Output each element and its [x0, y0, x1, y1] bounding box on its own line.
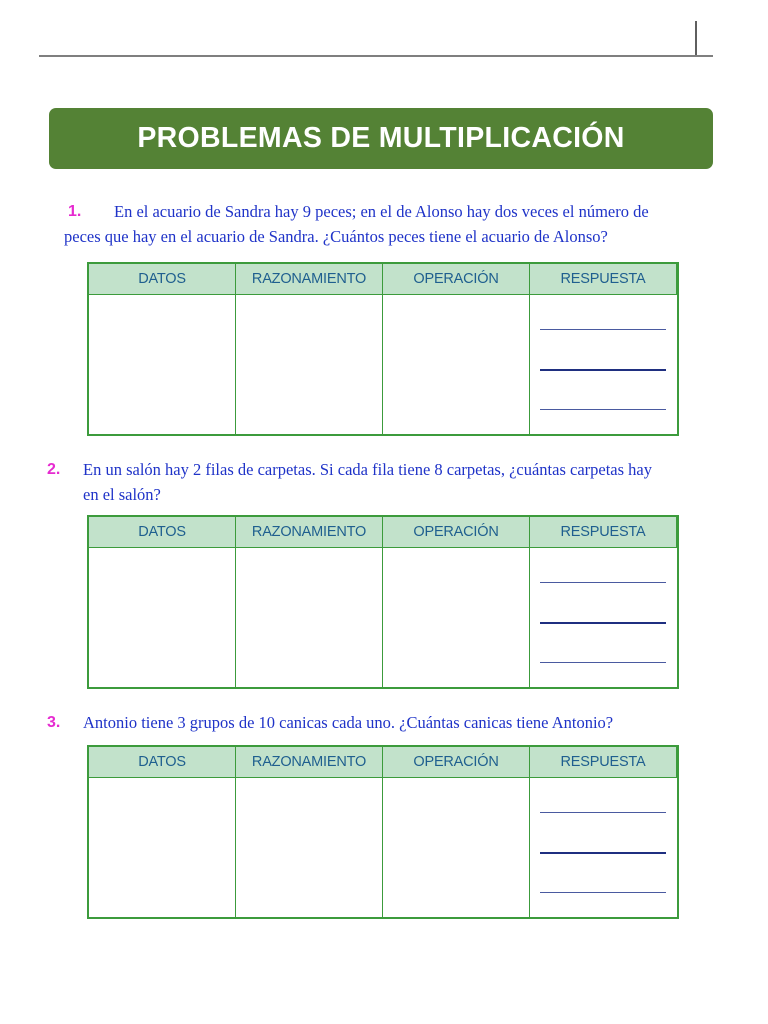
razonamiento-cell[interactable]	[236, 778, 383, 917]
answer-line	[540, 662, 666, 663]
razonamiento-cell[interactable]	[236, 295, 383, 434]
problem-3-line-1: Antonio tiene 3 grupos de 10 canicas cada uno. ¿Cuántas canicas tiene Antonio?	[83, 713, 614, 732]
problem-2-line-1: En un salón hay 2 filas de carpetas. Si cada fila tiene 8 carpetas, ¿cuántas carpetas hay	[83, 460, 653, 479]
problem-1-number: 1.	[68, 203, 82, 220]
header-razonamiento: RAZONAMIENTO	[236, 747, 383, 778]
problem-2-answer-table	[87, 515, 679, 689]
header-datos: DATOS	[89, 517, 236, 548]
page-title: PROBLEMAS DE MULTIPLICACIÓN	[137, 122, 625, 154]
header-razonamiento: RAZONAMIENTO	[236, 264, 383, 295]
answer-line	[540, 852, 666, 854]
problem-2-number: 2.	[47, 461, 61, 478]
header-respuesta: RESPUESTA	[530, 264, 677, 295]
top-rule	[39, 55, 713, 57]
datos-cell[interactable]	[89, 778, 236, 917]
answer-line	[540, 329, 666, 330]
operacion-cell[interactable]	[383, 778, 530, 917]
problem-1-text	[64, 199, 714, 249]
answer-line	[540, 622, 666, 624]
problem-2-line-2: en el salón?	[83, 485, 161, 504]
header-operacion: OPERACIÓN	[383, 747, 530, 778]
header-respuesta: RESPUESTA	[530, 747, 677, 778]
header-operacion: OPERACIÓN	[383, 264, 530, 295]
respuesta-cell[interactable]	[530, 778, 677, 917]
problem-1-answer-table	[87, 262, 679, 436]
respuesta-cell[interactable]	[530, 548, 677, 687]
problem-3-answer-table	[87, 745, 679, 919]
razonamiento-cell[interactable]	[236, 548, 383, 687]
operacion-cell[interactable]	[383, 548, 530, 687]
datos-cell[interactable]	[89, 548, 236, 687]
answer-line	[540, 812, 666, 813]
problem-1-line-2: peces que hay en el acuario de Sandra. ¿Cuántos peces tiene el acuario de Alonso?	[64, 227, 608, 246]
header-datos: DATOS	[89, 747, 236, 778]
answer-line	[540, 582, 666, 583]
problem-3-number: 3.	[47, 714, 61, 731]
datos-cell[interactable]	[89, 295, 236, 434]
header-razonamiento: RAZONAMIENTO	[236, 517, 383, 548]
answer-line	[540, 409, 666, 410]
answer-line	[540, 369, 666, 371]
answer-line	[540, 892, 666, 893]
header-operacion: OPERACIÓN	[383, 517, 530, 548]
problem-3-text	[83, 710, 723, 735]
problem-1-line-1: En el acuario de Sandra hay 9 peces; en el de Alonso hay dos veces el número de	[114, 202, 649, 221]
respuesta-cell[interactable]	[530, 295, 677, 434]
header-datos: DATOS	[89, 264, 236, 295]
header-respuesta: RESPUESTA	[530, 517, 677, 548]
problem-2-text	[83, 457, 723, 507]
operacion-cell[interactable]	[383, 295, 530, 434]
title-banner	[49, 108, 713, 169]
top-rule-tick	[695, 21, 697, 55]
